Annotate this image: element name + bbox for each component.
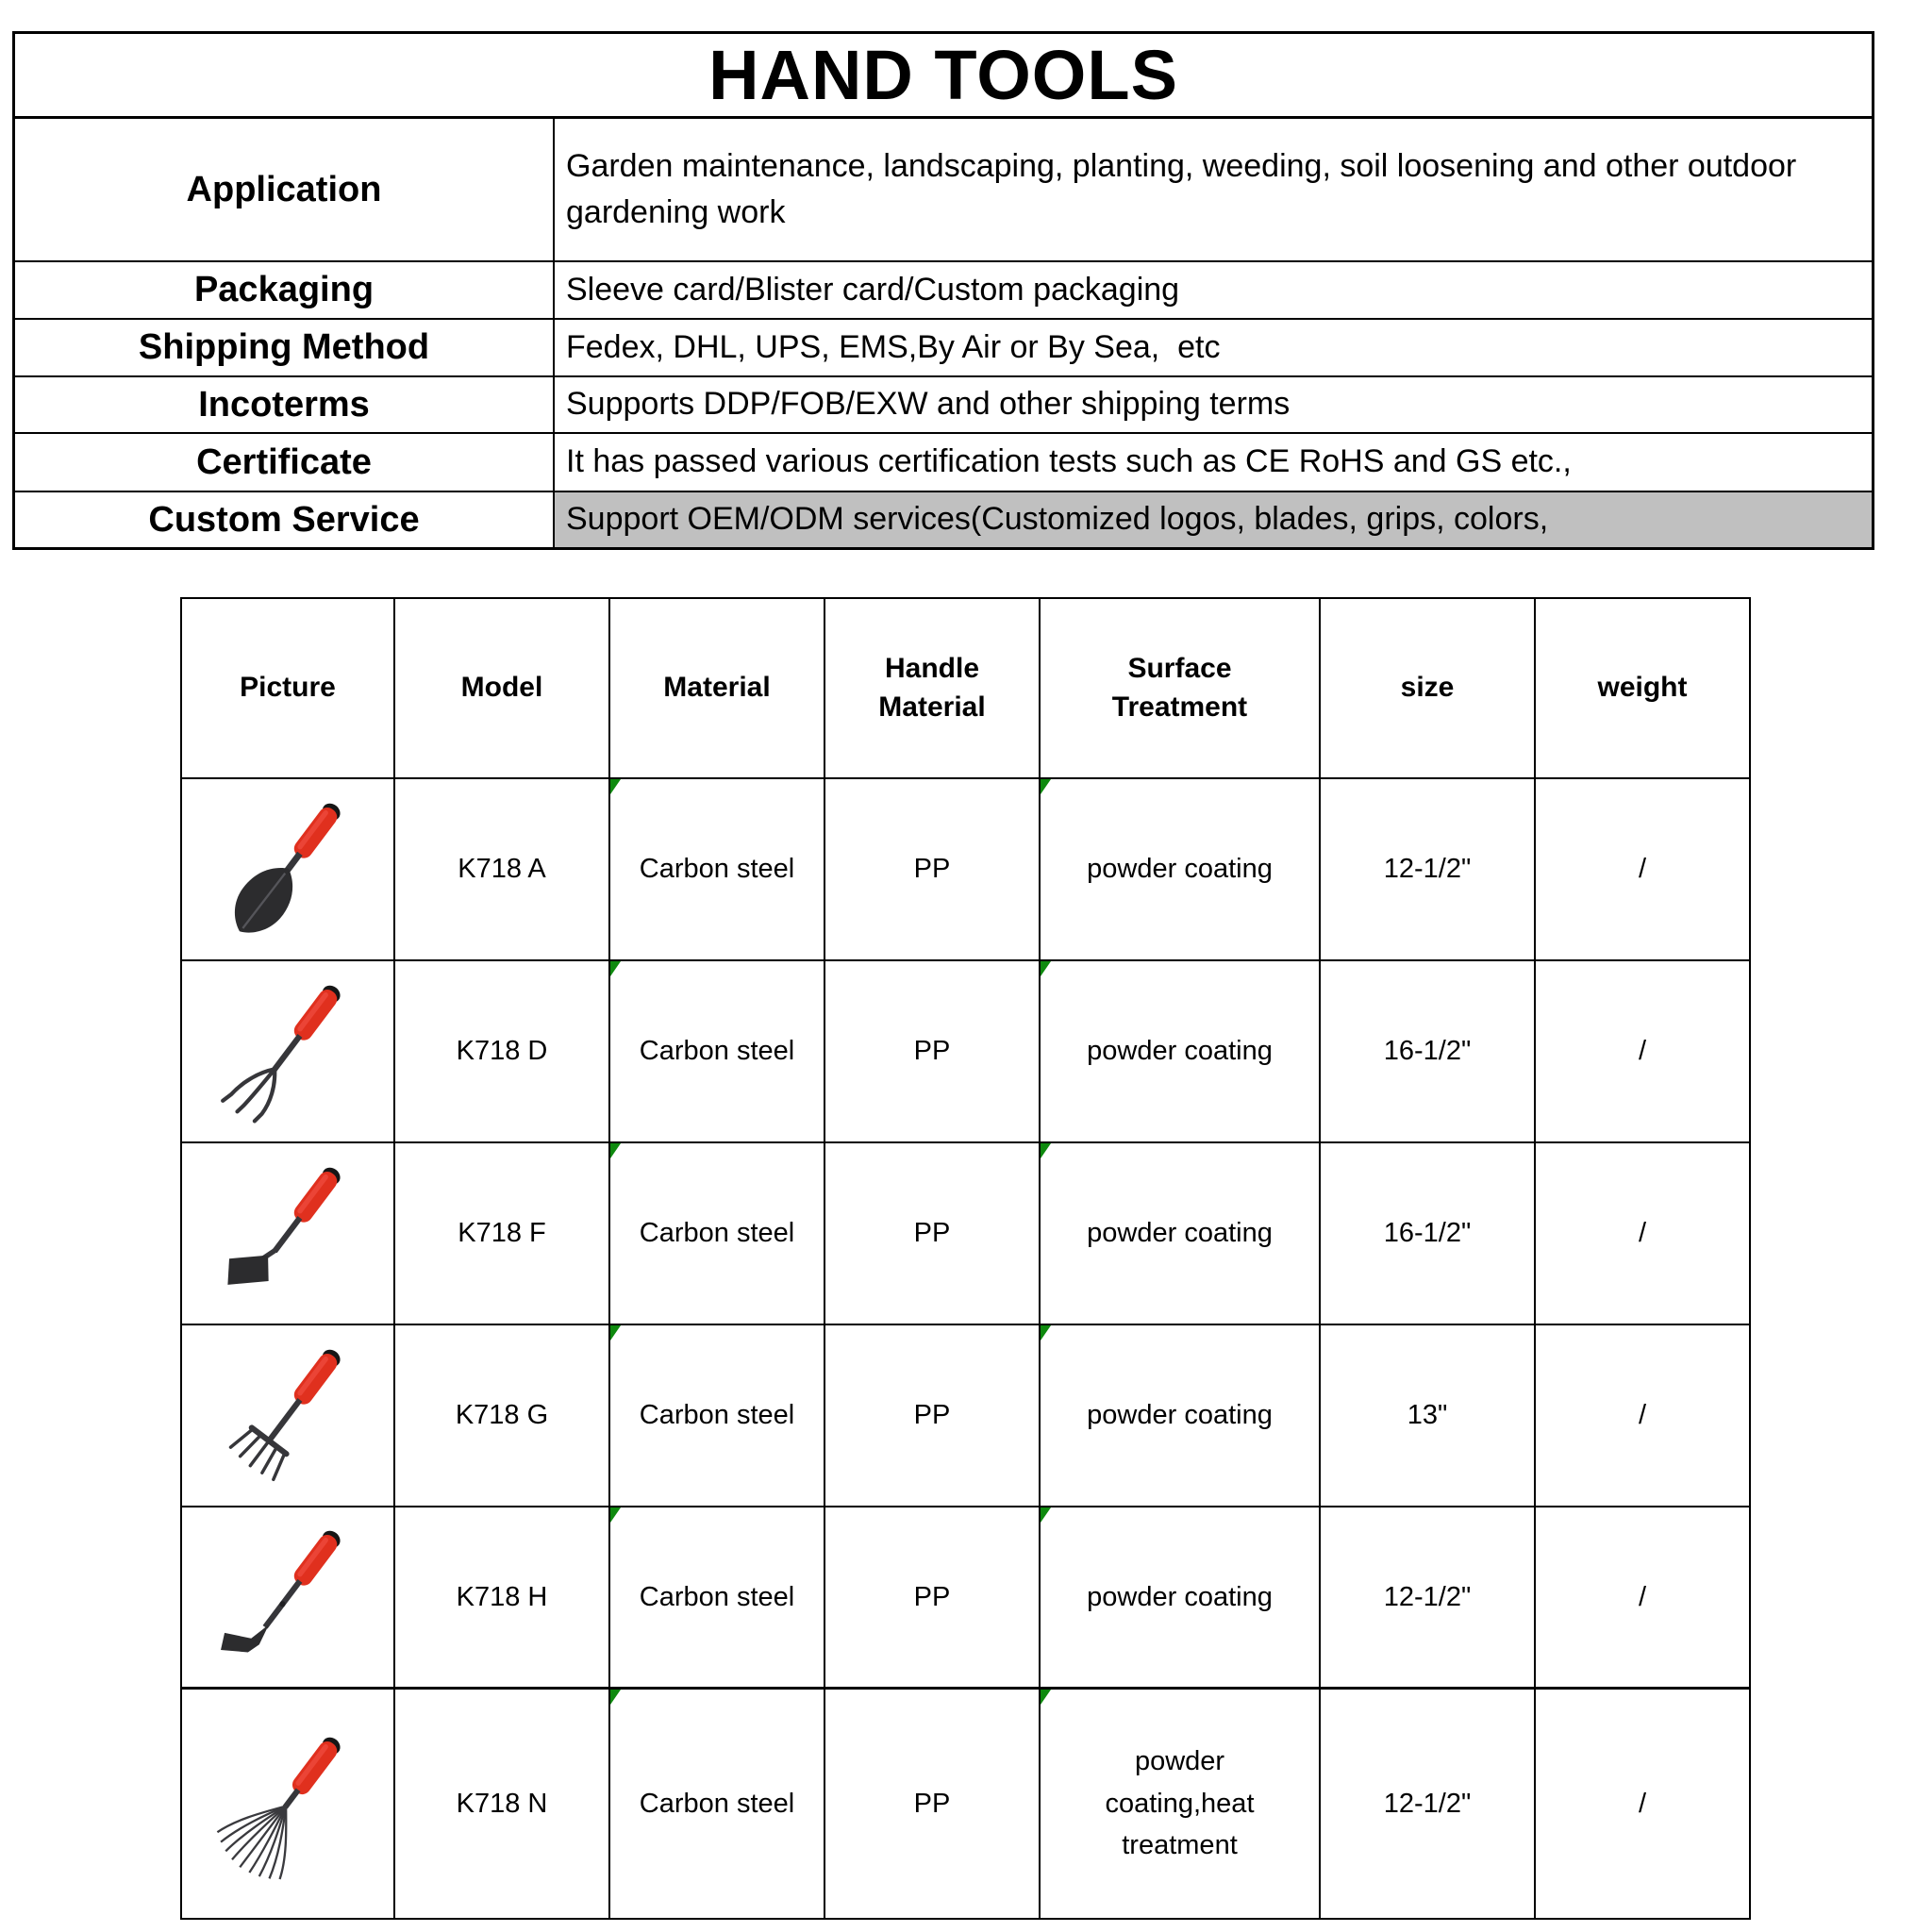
- product-picture-weeder: [182, 1507, 395, 1690]
- column-header-surface-treatment: Surface Treatment: [1041, 599, 1321, 779]
- cell-size-row-3: 16-1/2": [1321, 1143, 1536, 1325]
- info-row-shipping-method: [15, 318, 1872, 375]
- cell-material-row-2: Carbon steel: [610, 961, 825, 1143]
- cell-model-row-2: K718 D: [395, 961, 610, 1143]
- info-label-application: Application: [15, 119, 555, 260]
- info-value-certificate: It has passed various certification tests such as CE RoHS and GS etc.,: [566, 443, 1572, 480]
- column-header-model: Model: [395, 599, 610, 779]
- cultivator-photo-icon: [214, 965, 361, 1139]
- cell-material-row-4: Carbon steel: [610, 1325, 825, 1507]
- cell-handle-material-row-5: PP: [825, 1507, 1041, 1690]
- cell-weight-row-2: /: [1536, 961, 1749, 1143]
- info-row-incoterms: [15, 375, 1872, 432]
- page-title: HAND TOOLS: [708, 36, 1178, 114]
- cell-size-row-6: 12-1/2": [1321, 1690, 1536, 1918]
- info-rows: [15, 119, 1872, 547]
- column-header-weight: weight: [1536, 599, 1749, 779]
- cell-size-row-1: 12-1/2": [1321, 779, 1536, 961]
- cell-surface-treatment-row-5: powder coating: [1041, 1507, 1321, 1690]
- info-row-application: [15, 119, 1872, 260]
- cell-surface-treatment-row-3: powder coating: [1041, 1143, 1321, 1325]
- product-table: [180, 597, 1751, 1920]
- info-row-custom-service: [15, 491, 1872, 547]
- column-header-handle-material: Handle Material: [825, 599, 1041, 779]
- info-row-packaging: [15, 260, 1872, 318]
- cell-size-row-5: 12-1/2": [1321, 1507, 1536, 1690]
- cell-weight-row-3: /: [1536, 1143, 1749, 1325]
- cell-handle-material-row-2: PP: [825, 961, 1041, 1143]
- product-picture-trowel: [182, 779, 395, 961]
- hoe-photo-icon: [214, 1147, 361, 1321]
- cell-size-row-2: 16-1/2": [1321, 961, 1536, 1143]
- cell-model-row-1: K718 A: [395, 779, 610, 961]
- info-label-packaging: Packaging: [15, 262, 555, 318]
- info-value-application: Garden maintenance, landscaping, planting, weeding, soil loosening and other outdoor gardening work: [566, 147, 1806, 230]
- product-picture-rake: [182, 1325, 395, 1507]
- fan-rake-photo-icon: [214, 1717, 361, 1890]
- cell-material-row-6: Carbon steel: [610, 1690, 825, 1918]
- cell-surface-treatment-row-1: powder coating: [1041, 779, 1321, 961]
- cell-weight-row-4: /: [1536, 1325, 1749, 1507]
- cell-surface-treatment-row-4: powder coating: [1041, 1325, 1321, 1507]
- column-header-picture: Picture: [182, 599, 395, 779]
- weeder-photo-icon: [214, 1510, 361, 1684]
- cell-handle-material-row-4: PP: [825, 1325, 1041, 1507]
- cell-weight-row-5: /: [1536, 1507, 1749, 1690]
- cell-surface-treatment-row-6: powder coating,heat treatment: [1041, 1690, 1321, 1918]
- title-row: [15, 34, 1872, 119]
- cell-handle-material-row-3: PP: [825, 1143, 1041, 1325]
- info-row-certificate: [15, 432, 1872, 491]
- cell-model-row-6: K718 N: [395, 1690, 610, 1918]
- info-value-packaging: Sleeve card/Blister card/Custom packaging: [566, 271, 1180, 308]
- cell-surface-treatment-row-2: powder coating: [1041, 961, 1321, 1143]
- info-label-shipping-method: Shipping Method: [15, 320, 555, 375]
- product-picture-fan-rake: [182, 1690, 395, 1918]
- column-header-material: Material: [610, 599, 825, 779]
- cell-size-row-4: 13": [1321, 1325, 1536, 1507]
- column-header-size: size: [1321, 599, 1536, 779]
- cell-weight-row-6: /: [1638, 1788, 1647, 1819]
- cell-weight-row-1: /: [1536, 779, 1749, 961]
- info-table: [12, 31, 1874, 550]
- info-value-custom-service: Support OEM/ODM services(Customized logos, blades, grips, colors,: [555, 492, 1872, 547]
- trowel-photo-icon: [214, 783, 361, 957]
- cell-handle-material-row-1: PP: [825, 779, 1041, 961]
- cell-material-row-1: Carbon steel: [610, 779, 825, 961]
- cell-handle-material-row-6: PP: [825, 1690, 1041, 1918]
- info-label-custom-service: Custom Service: [15, 492, 555, 547]
- cell-material-row-5: Carbon steel: [610, 1507, 825, 1690]
- product-picture-cultivator: [182, 961, 395, 1143]
- product-picture-hoe: [182, 1143, 395, 1325]
- cell-model-row-5: K718 H: [395, 1507, 610, 1690]
- cell-model-row-4: K718 G: [395, 1325, 610, 1507]
- rake-photo-icon: [214, 1329, 361, 1503]
- cell-material-row-3: Carbon steel: [610, 1143, 825, 1325]
- info-label-incoterms: Incoterms: [15, 377, 555, 432]
- info-value-incoterms: Supports DDP/FOB/EXW and other shipping terms: [566, 386, 1291, 423]
- info-value-shipping-method: Fedex, DHL, UPS, EMS,By Air or By Sea, etc: [566, 328, 1221, 365]
- cell-model-row-3: K718 F: [395, 1143, 610, 1325]
- info-label-certificate: Certificate: [15, 434, 555, 491]
